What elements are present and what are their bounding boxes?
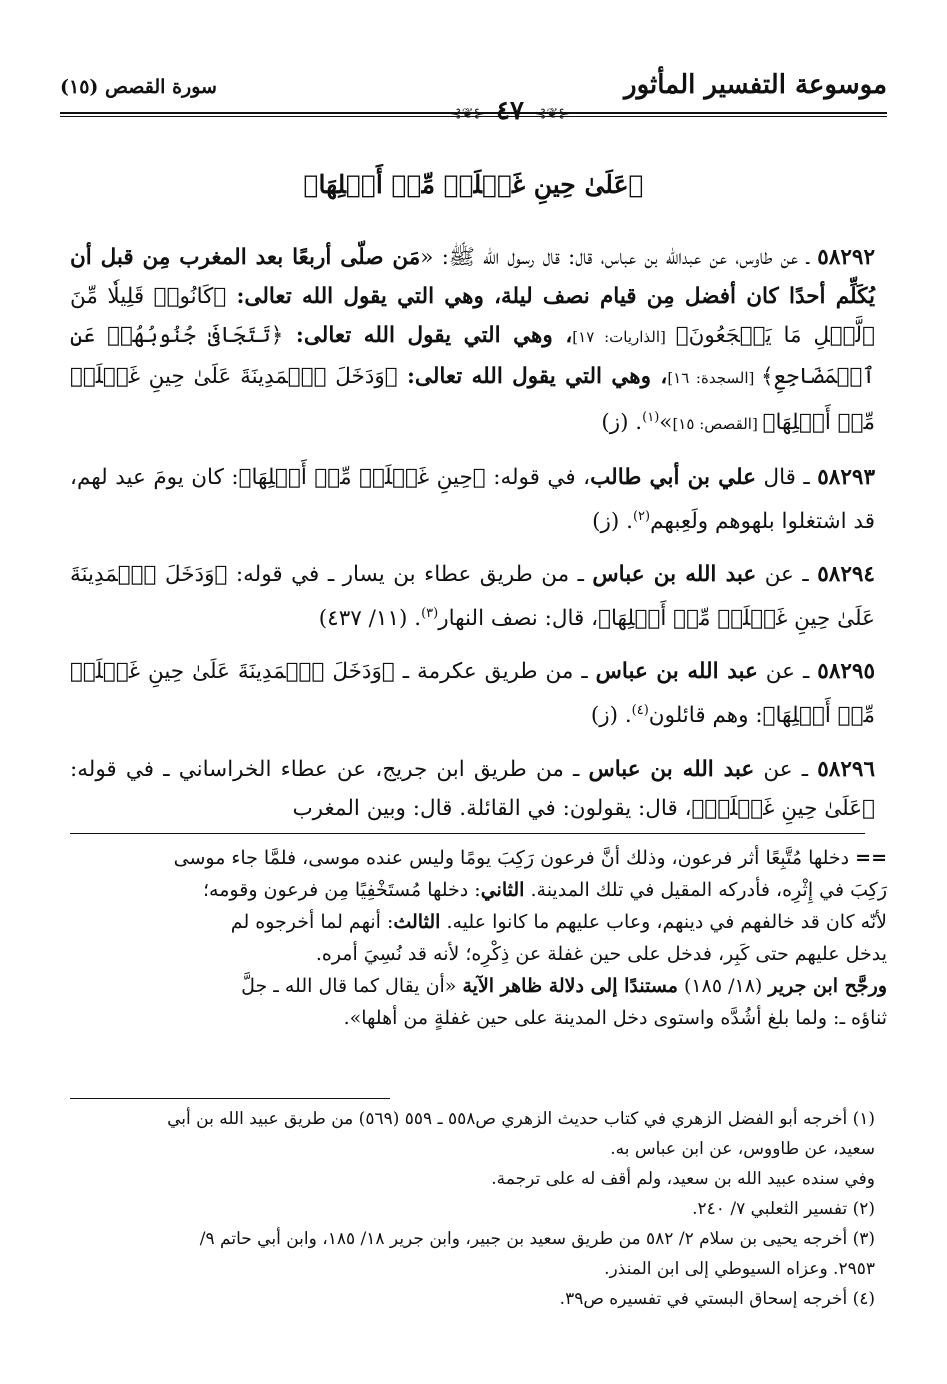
quran-quote: ﴿وَدَخَلَ ٱلۡمَدِينَةَ عَلَىٰ حِينِ غَفۡلَةٖ مِّنۡ أَهۡلِهَا﴾ xyxy=(70,659,875,729)
text-run: ـ عن xyxy=(757,659,818,685)
surah-label: سورة القصص (١٥) xyxy=(60,76,217,98)
text-run: دخلها مُتَّبِعًا أثر فرعون، وذلك أنَّ فرعون رَكِبَ يومًا وليس عنده موسى، فلمَّا جاء موسى xyxy=(173,847,850,869)
commentary-separator xyxy=(70,833,865,834)
text-run: : دخلها مُستَخْفِيًا مِن فرعون وقومه؛ xyxy=(203,879,481,901)
bold-text: عبد الله بن عباس xyxy=(588,756,755,782)
running-header xyxy=(60,60,887,126)
text-run: (١٨/ ١٨٥) xyxy=(677,975,769,997)
quran-quote: ﴿تَتَجَافَىٰ جُنُوبُهُمۡ عَنِ ٱلۡمَضَاجِعِ﴾ xyxy=(70,323,875,389)
surah-reference: [القصص: ١٥] xyxy=(672,415,763,434)
text-run: لأنّه كان قد خالفهم في دينهم، وعاب عليهم ما كانوا عليه. xyxy=(440,911,887,933)
bold-text: الثاني xyxy=(480,879,525,901)
quran-quote: ﴿وَدَخَلَ ٱلۡمَدِينَةَ عَلَىٰ حِينِ غَفۡلَةٖ مِّنۡ أَهۡلِهَا﴾ xyxy=(70,562,875,632)
footnote-ref: (٢) xyxy=(632,509,651,525)
text-run: ـ عن xyxy=(754,756,818,782)
commentary-line xyxy=(70,906,887,938)
text-run: يدخل عليهم حتى كَبِر، فدخل على حين غفلة عن ذِكْرِه؛ لأنه قد نُسِيَ أمره. xyxy=(315,943,887,965)
commentary-line xyxy=(70,970,887,1002)
text-run: ـ عن طاوس، عن عبدالله بن عباس، قال: قال رسول الله ﷺ: « xyxy=(420,245,818,270)
footnote-ref: (٤) xyxy=(631,703,649,719)
text-run: ـ قال xyxy=(755,465,818,491)
text-run: رَكِبَ في إِثْرِه، فأدركه المقيل في تلك المدينة. xyxy=(524,879,887,901)
footnote-line: (٢) تفسير الثعلبي ٧/ ٢٤٠. xyxy=(692,1199,875,1219)
narration-number: ٥٨٢٩٤ xyxy=(817,562,875,588)
text-run: ـ من طريق عكرمة ـ xyxy=(394,659,596,685)
footnote-line: (٣) أخرجه يحيى بن سلام ٢/ ٥٨٢ من طريق سعيد بن جبير، وابن جرير ١٨/ ١٨٥، وابن أبي حاتم ٩/ xyxy=(199,1229,875,1249)
bold-text: مَن صلّى أربعًا بعد المغرب مِن قبل أن يُكَلِّم أحدًا كان أفضل مِن قيام نصف ليلة، وهي التي يقول الله تعالى: xyxy=(70,245,875,309)
ornament-icon: ⊰❦⊱ xyxy=(534,106,570,122)
footnote-line: (١) أخرجه أبو الفضل الزهري في كتاب حديث الزهري ص٥٥٨ ـ ٥٥٩ (٥٦٩) من طريق عبيد الله بن أبي xyxy=(167,1109,875,1129)
bold-text: ، وهي التي يقول الله تعالى: xyxy=(397,364,668,389)
narration-number: ٥٨٢٩٣ xyxy=(817,465,875,491)
commentary-line xyxy=(70,1002,887,1034)
footnote-line: (٤) أخرجه إسحاق البستي في تفسيره ص٣٩. xyxy=(559,1289,875,1309)
text-run: : وهم قائلون xyxy=(648,703,763,729)
bold-text: ، وهي التي يقول الله تعالى: xyxy=(283,323,573,348)
bold-text: علي بن أبي طالب xyxy=(590,465,756,491)
bold-text: الثالث xyxy=(393,911,441,933)
bold-text: ورجَّح ابن جرير xyxy=(768,975,887,997)
quran-quote: ﴿وَدَخَلَ ٱلۡمَدِينَةَ عَلَىٰ حِينِ غَفۡلَةٖ مِّنۡ أَهۡلِهَا﴾ xyxy=(70,364,875,436)
text-run: . (ز) xyxy=(601,410,643,436)
narration xyxy=(70,652,875,735)
footnote-line: سعيد، عن طاووس، عن ابن عباس به. xyxy=(610,1139,875,1159)
text-run: : كان يومَ عيد لهم، قد اشتغلوا بلهوهم ولَعِبهم xyxy=(70,465,875,535)
footnote-ref: (٣) xyxy=(421,606,439,622)
text-run: . (١١/ ٤٣٧) xyxy=(318,606,422,632)
narration-number: ٥٨٢٩٥ xyxy=(817,659,876,685)
surah-reference: [السجدة: ١٦] xyxy=(667,369,761,387)
quran-quote: ﴿عَلَىٰ حِينِ غَفۡلَةٖ﴾ xyxy=(691,795,875,821)
text-run: ـ عن xyxy=(756,562,818,588)
text-run: ، في قوله: xyxy=(485,465,591,491)
text-run: ـ من طريق ابن جريج، عن عطاء الخراساني ـ في قوله: xyxy=(70,756,589,782)
text-run: » xyxy=(659,410,673,436)
narration-number: ٥٨٢٩٦ xyxy=(817,756,875,782)
text-run: ، قال: نصف النهار xyxy=(438,606,599,632)
commentary-line xyxy=(70,938,887,970)
continued-commentary xyxy=(70,842,887,1034)
text-run: «أن يقال كما قال الله ـ جلَّ xyxy=(241,975,463,997)
surah-reference: [الذاريات: ١٧] xyxy=(572,328,676,346)
footnotes-separator xyxy=(70,1098,390,1099)
quran-quote: ﴿كَانُوا۟ قَلِيلٗا مِّنَ ٱلَّيۡلِ مَا يَهۡجَعُونَ﴾ xyxy=(70,284,875,348)
text-run: ، قال: يقولون: في القائلة. قال: وبين المغرب xyxy=(292,795,692,821)
narration-number: ٥٨٢٩٢ xyxy=(817,245,876,270)
commentary-line xyxy=(70,874,887,906)
narration xyxy=(70,555,875,638)
narration xyxy=(70,750,875,828)
bold-text: مستندًا إلى دلالة ظاهر الآية xyxy=(462,975,678,997)
page-number-block xyxy=(390,96,630,132)
text-run: . (ز) xyxy=(590,703,632,729)
footnote-ref: (١) xyxy=(642,410,660,425)
bold-text: عبد الله بن عباس xyxy=(595,659,758,685)
commentary-line xyxy=(70,842,887,874)
footnote-line: وفي سنده عبيد الله بن سعيد، ولم أقف له على ترجمة. xyxy=(491,1169,875,1189)
narrations-list xyxy=(70,238,875,842)
footnote-line: ٢٩٥٣. وعزاه السيوطي إلى ابن المنذر. xyxy=(604,1259,875,1279)
continuation-marker: == xyxy=(855,847,887,869)
page-number: ٤٧ xyxy=(496,96,524,126)
text-run: ثناؤه ـ: ولما بلغ أشُدَّه واستوى دخل المدينة على حين غفلةٍ من أهلها». xyxy=(343,1007,887,1029)
header-rule-thin xyxy=(60,116,887,117)
header-rule xyxy=(60,112,887,114)
quran-quote: ﴿حِينِ غَفۡلَةٖ مِّنۡ أَهۡلِهَا﴾ xyxy=(238,465,486,491)
verse-heading: ﴿عَلَىٰ حِينِ غَفۡلَةٖ مِّنۡ أَهۡلِهَا﴾ xyxy=(303,170,644,199)
bold-text: عبد الله بن عباس xyxy=(592,562,757,588)
text-run: ـ من طريق عطاء بن يسار ـ في قوله: xyxy=(227,562,593,588)
text-run: : أنهم لما أخرجوه لم xyxy=(230,911,394,933)
book-title: موسوعة التفسير المأثور xyxy=(624,70,887,100)
ornament-icon: ⊰❦⊱ xyxy=(450,106,486,122)
text-run: . (ز) xyxy=(592,509,633,535)
narration xyxy=(70,238,875,444)
narration xyxy=(70,458,875,541)
footnotes xyxy=(70,1104,875,1314)
